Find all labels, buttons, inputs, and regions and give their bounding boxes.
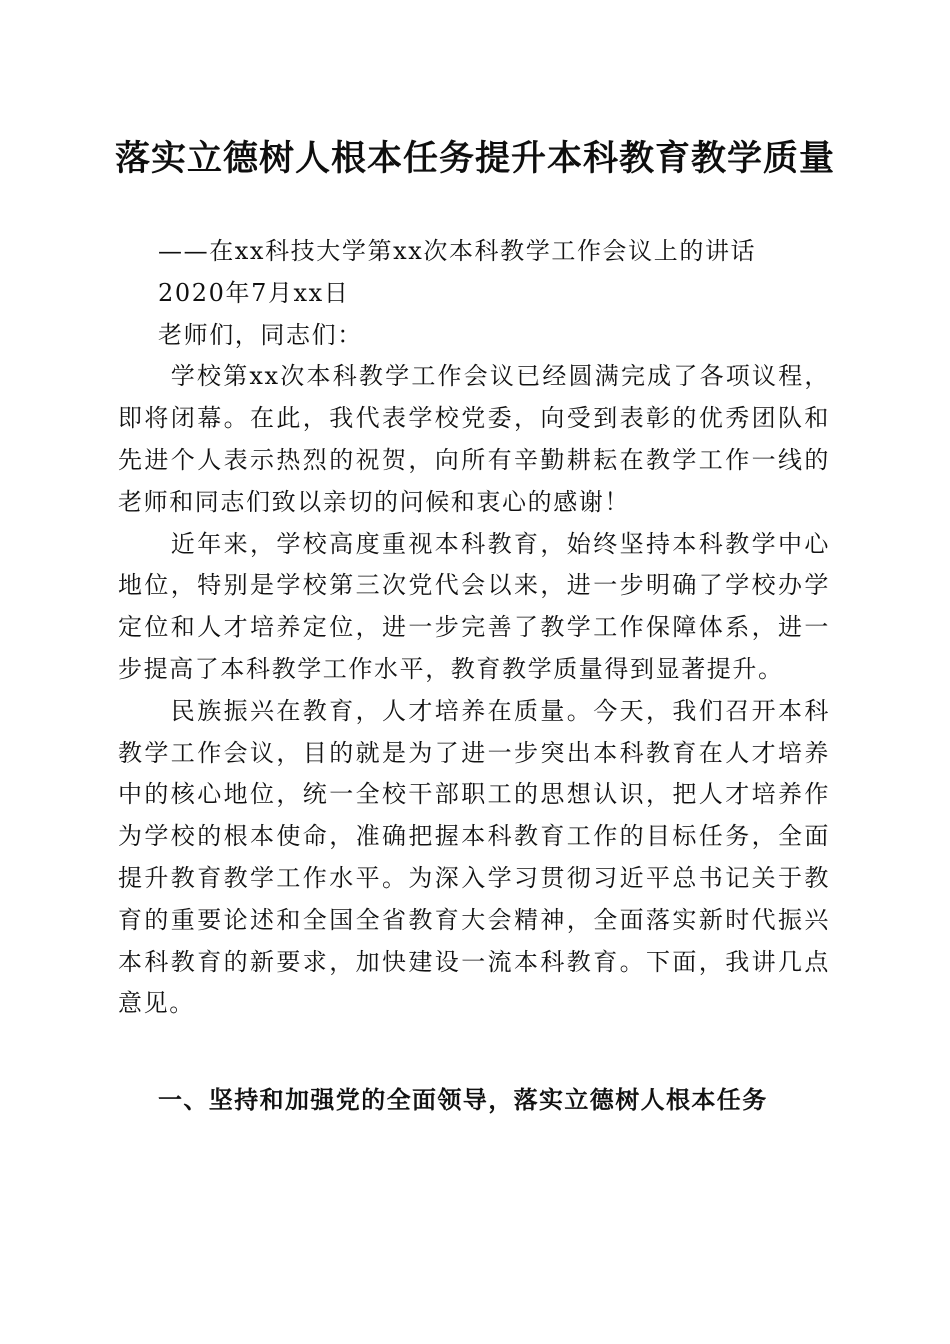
salutation: 老师们，同志们： (158, 320, 363, 349)
document-body (118, 231, 830, 1025)
paragraph-1: 学校第xx次本科教学工作会议已经圆满完成了各项议程，即将闭幕。在此，我代表学校党委，向受到表彰的优秀团队和先进个人表示热烈的祝贺，向所有辛勤耕耘在教学工作一线的老师和同志们致以亲切的问候和衷心的感谢！ (118, 362, 830, 516)
paragraph-2: 近年来，学校高度重视本科教育，始终坚持本科教学中心地位，特别是学校第三次党代会以来，进一步明确了学校办学定位和人才培养定位，进一步完善了教学工作保障体系，进一步提高了本科教学工作水平，教育教学质量得到显著提升。 (118, 529, 830, 683)
paragraph-3: 民族振兴在教育，人才培养在质量。今天，我们召开本科教学工作会议，目的就是为了进一步突出本科教育在人才培养中的核心地位，统一全校干部职工的思想认识，把人才培养作为学校的根本使命，准确把握本科教育工作的目标任务，全面提升教育教学工作水平。为深入学习贯彻习近平总书记关于教育的重要论述和全国全省教育大会精神，全面落实新时代振兴本科教育的新要求，加快建设一流本科教育。下面，我讲几点意见。 (118, 696, 830, 1018)
section-heading-1: 一、坚持和加强党的全面领导，落实立德树人根本任务 (158, 1086, 768, 1114)
document-title: 落实立德树人根本任务提升本科教育教学质量 (114, 138, 835, 179)
speech-subtitle: ——在xx科技大学第xx次本科教学工作会议上的讲话 (158, 237, 757, 265)
speech-date: 2020年7月xx日 (158, 278, 350, 307)
